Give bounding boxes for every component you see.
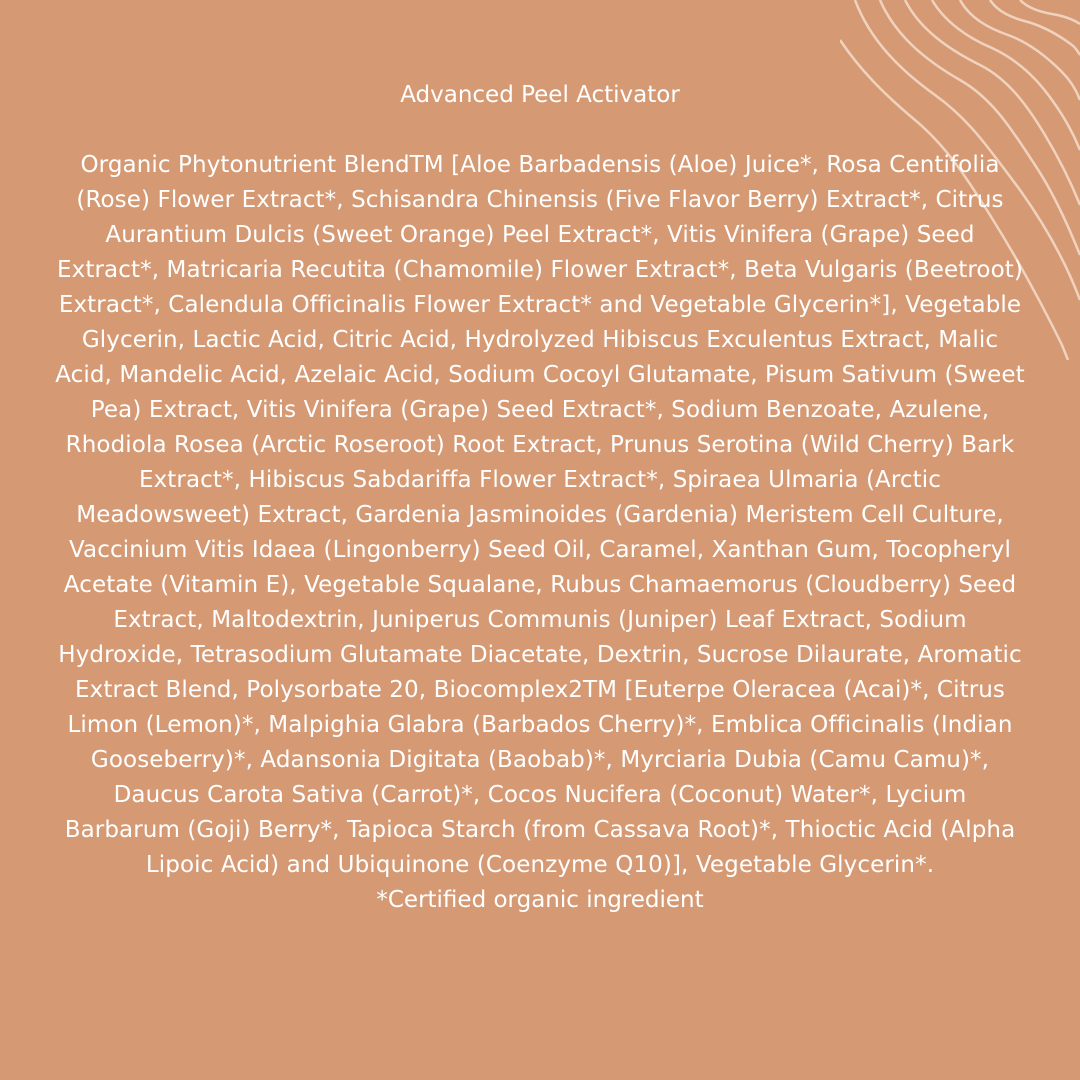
ingredients-list: Organic Phytonutrient BlendTM [Aloe Barbadensis (Aloe) Juice*, Rosa Centifolia (Rose) Flower Extract*, Schisandra Chinensis (Five Flavor Berry) Extract*, Citrus Aurantium Dulcis (Sweet Orange) Peel Extract*, Vitis Vinifera (Grape) Seed Extract*, Matricaria Recutita (Chamomile) Flower Extract*, Beta Vulgaris (Beetroot) Extract*, Calendula Officinalis Flower Extract* and Vegetable Glycerin*], Vegetable Glycerin, Lactic Acid, Citric Acid, Hydrolyzed Hibiscus Exculentus Extract, Malic Acid, Mandelic Acid, Azelaic Acid, Sodium Cocoyl Glutamate, Pisum Sativum (Sweet Pea) Extract, Vitis Vinifera (Grape) Seed Extract*, Sodium Benzoate, Azulene, Rhodiola Rosea (Arctic Roseroot) Root Extract, Prunus Serotina (Wild Cherry) Bark Extract*, Hibiscus Sabdariffa Flower Extract*, Spiraea Ulmaria (Arctic Meadowsweet) Extract, Gardenia Jasminoides (Gardenia) Meristem Cell Culture, Vaccinium Vitis Idaea (Lingonberry) Seed Oil, Caramel, Xanthan Gum, Tocopheryl Acetate (Vitamin E), Vegetable Squalane, Rubus Chamaemorus (Cloudberry) Seed Extract, Maltodextrin, Juniperus Communis (Juniper) Leaf Extract, Sodium Hydroxide, Tetrasodium Glutamate Diacetate, Dextrin, Sucrose Dilaurate, Aromatic Extract Blend, Polysorbate 20, Biocomplex2TM [Euterpe Oleracea (Acai)*, Citrus Limon (Lemon)*, Malpighia Glabra (Barbados Cherry)*, Emblica Officinalis (Indian Gooseberry)*, Adansonia Digitata (Baobab)*, Myrciaria Dubia (Camu Camu)*, Daucus Carota Sativa (Carrot)*, Cocos Nucifera (Coconut) Water*, Lycium Barbarum (Goji) Berry*, Tapioca Starch (from Cassava Root)*, Thioctic Acid (Alpha Lipoic Acid) and Ubiquinone (Coenzyme Q10)], Vegetable Glycerin*. bbox=[55, 152, 1025, 878]
swirl-line-7 bbox=[1020, 0, 1080, 24]
organic-footnote: *Certified organic ingredient bbox=[376, 887, 704, 913]
product-title: Advanced Peel Activator bbox=[400, 82, 680, 108]
ingredients-panel bbox=[55, 78, 1025, 918]
